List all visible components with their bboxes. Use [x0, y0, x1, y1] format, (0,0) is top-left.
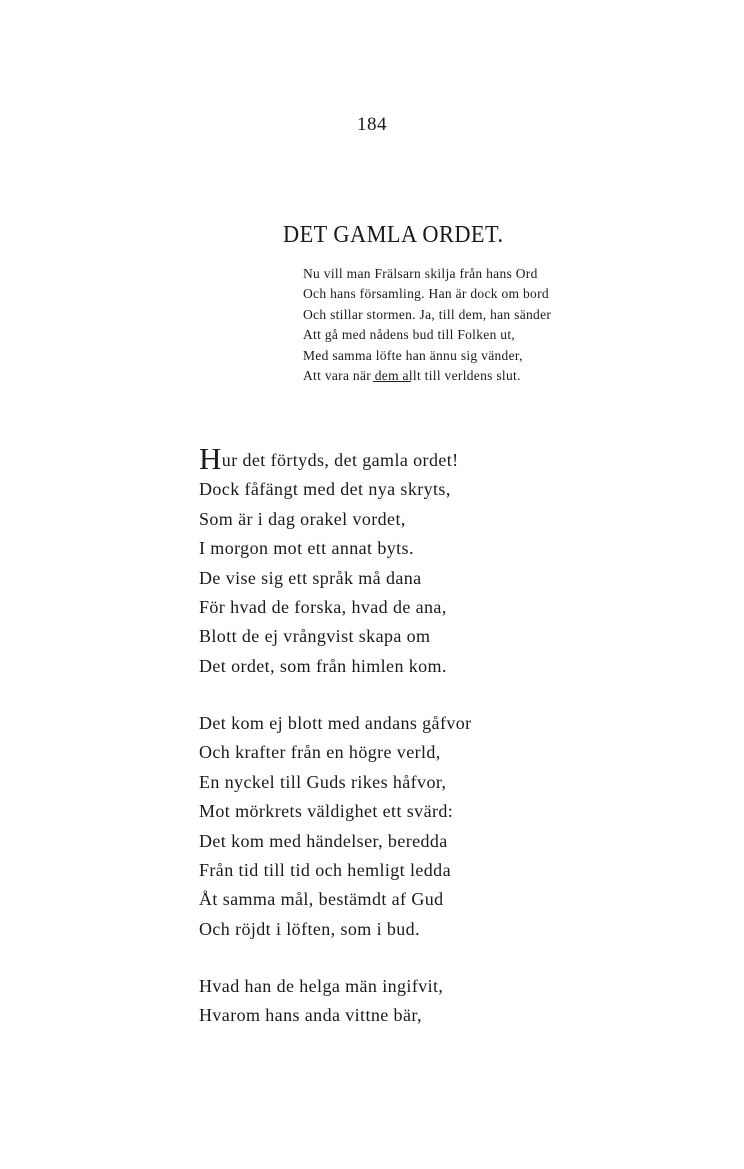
- poem-line: Dock fåfängt med det nya skryts,: [199, 479, 451, 500]
- epigraph-line: Nu vill man Frälsarn skilja från hans Ord: [303, 266, 538, 281]
- poem-line: Mot mörkrets väldighet ett svärd:: [199, 801, 454, 822]
- poem-line: Som är i dag orakel vordet,: [199, 508, 406, 529]
- epigraph-line: Att vara när dem allt till verldens slut.: [303, 368, 521, 384]
- poem-line: En nyckel till Guds rikes håfvor,: [199, 771, 447, 792]
- poem-line: För hvad de forska, hvad de ana,: [199, 597, 447, 618]
- poem-line: Hvad han de helga män ingifvit,: [199, 976, 444, 996]
- poem-line: Hvarom hans anda vittne bär,: [199, 1005, 422, 1026]
- poem-line: [199, 441, 619, 476]
- poem-title: DET GAMLA ORDET.: [283, 222, 504, 248]
- poem-line: Från tid till tid och hemligt ledda: [199, 860, 451, 881]
- poem-line: I morgon mot ett annat byts.: [199, 538, 414, 559]
- section-divider: [373, 381, 411, 382]
- epigraph: [303, 264, 643, 386]
- epigraph-line: Att gå med nådens bud till Folken ut,: [303, 327, 516, 343]
- poem-line: Det kom ej blott med andans gåfvor: [199, 713, 472, 733]
- stanza-2: [199, 709, 619, 944]
- poem-line: Och röjdt i löften, som i bud.: [199, 918, 420, 939]
- poem-line: Åt samma mål, bestämdt af Gud: [199, 889, 444, 910]
- page-number: 184: [357, 114, 387, 135]
- stanza-3: [199, 972, 619, 1031]
- poem-line: Det ordet, som från himlen kom.: [199, 655, 447, 676]
- epigraph-line: Med samma löfte han ännu sig vänder,: [303, 347, 523, 363]
- stanza-1: [199, 441, 619, 681]
- epigraph-line: Och hans församling. Han är dock om bord: [303, 286, 549, 302]
- poem-line: Och krafter från en högre verld,: [199, 742, 441, 763]
- poem-line: De vise sig ett språk må dana: [199, 567, 422, 588]
- epigraph-line: Och stillar stormen. Ja, till dem, han sänder: [303, 306, 552, 322]
- poem-line: Blott de ej vrångvist skapa om: [199, 626, 431, 647]
- poem-line: Det kom med händelser, beredda: [199, 830, 448, 851]
- drop-cap: H: [199, 441, 222, 476]
- poem-line-text: ur det förtyds, det gamla ordet!: [221, 450, 459, 470]
